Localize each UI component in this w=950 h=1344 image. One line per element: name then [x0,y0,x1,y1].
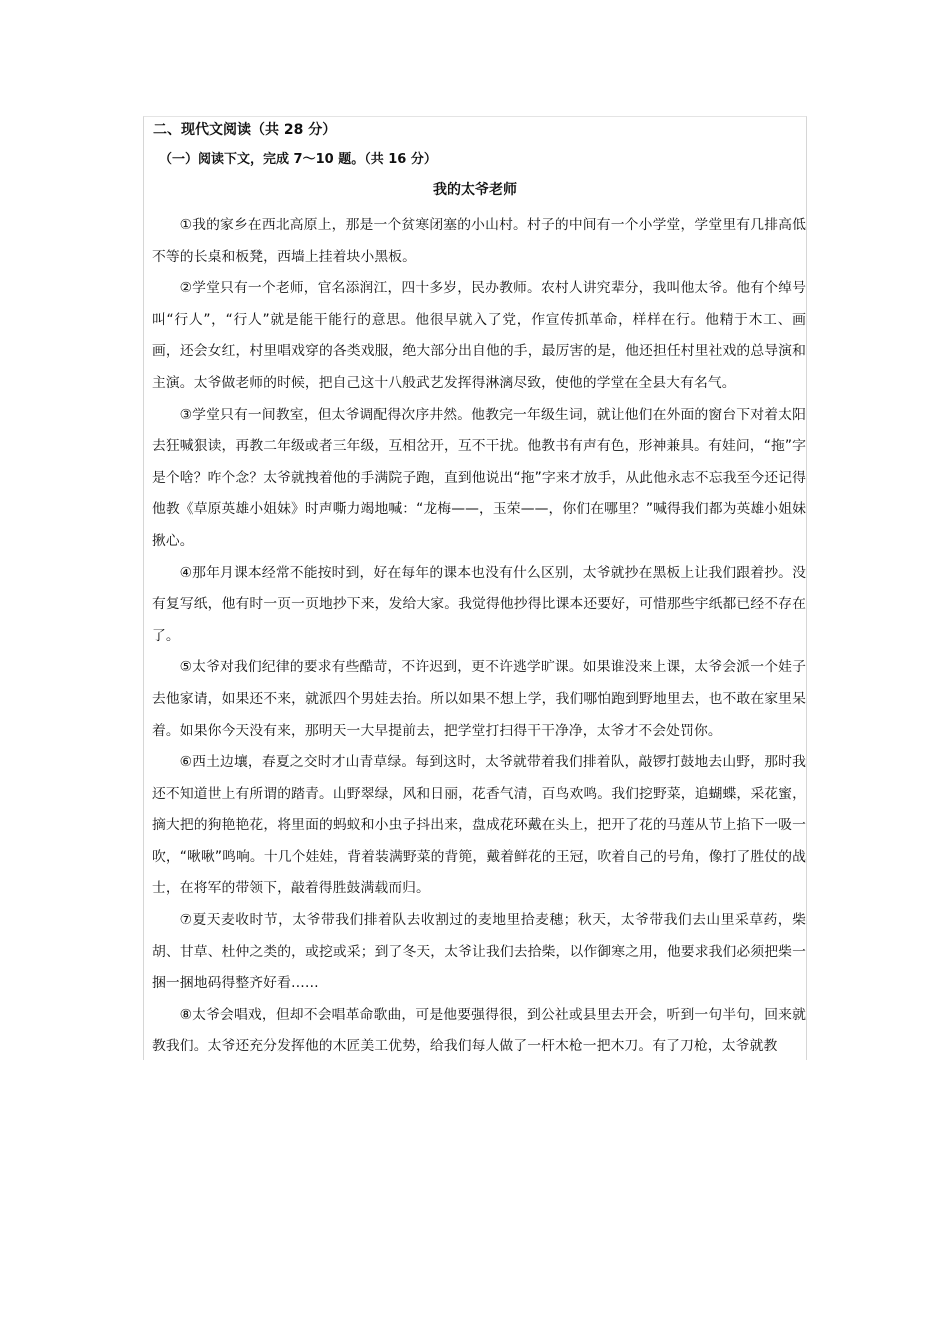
paragraph-8: ⑧太爷会唱戏，但却不会唱革命歌曲，可是他要强得很，到公社或县里去开会，听到一句半句，回来就教我们。太爷还充分发挥他的木匠美工优势，给我们每人做了一杆木枪一把木刀。有了刀枪，太爷就教 [152,1006,806,1055]
sub-title: （一）阅读下文，完成 7～10 题。（共 16 分） [159,152,437,167]
paragraph-6: ⑥西土边壤，春夏之交时才山青草绿。每到这时，太爷就带着我们排着队，敲锣打鼓地去山野，那时我还不知道世上有所谓的踏青。山野翠绿，风和日丽，花香气清，百鸟欢鸣。我们挖野菜，追蝴蝶，采花蜜，摘大把的狗艳艳花，将里面的蚂蚁和小虫子抖出来，盘成花环戴在头上，把开了花的马莲从节上掐下一吸一吹，“啾啾”鸣响。十几个娃娃，背着装满野菜的背篼，戴着鲜花的王冠，吹着自己的号角，像打了胜仗的战士，在将军的带领下，敲着得胜鼓满载而归。 [152,754,806,897]
section-title: 二、现代文阅读（共 28 分） [153,122,337,138]
paragraph-3: ③学堂只有一间教室，但太爷调配得次序井然。他教完一年级生词，就让他们在外面的窗台下对着太阳去狂喊狠读，再教二年级或者三年级，互相岔开，互不干扰。他教书有声有色，形神兼具。有娃问，“拖”字是个啥？咋个念？太爷就拽着他的手满院子跑，直到他说出“拖”字来才放手，从此他永志不忘我至今还记得他教《草原英雄小姐妹》时声嘶力竭地喊：“龙梅——，玉荣——，你们在哪里？”喊得我们都为英雄小姐妹揪心。 [152,406,806,549]
document-page [143,116,807,1060]
paragraph-1: ①我的家乡在西北高原上，那是一个贫寒闭塞的小山村。村子的中间有一个小学堂，学堂里有几排高低不等的长桌和板凳，西墙上挂着块小黑板。 [152,217,806,265]
paragraph-2: ②学堂只有一个老师，官名添润江，四十多岁，民办教师。农村人讲究辈分，我叫他太爷。他有个绰号叫“行人”，“行人”就是能干能行的意思。他很早就入了党，作宣传抓革命，样样在行。他精于木工、画画，还会女红，村里唱戏穿的各类戏服，绝大部分出自他的手，最厉害的是，他还担任村里社戏的总导演和主演。太爷做老师的时候，把自己这十八般武艺发挥得淋漓尽致，使他的学堂在全县大有名气。 [152,280,806,391]
paragraph-7: ⑦夏天麦收时节，太爷带我们排着队去收割过的麦地里拾麦穗；秋天，太爷带我们去山里采草药，柴胡、甘草、杜仲之类的，或挖或采；到了冬天，太爷让我们去拾柴，以作御寒之用，他要求我们必须把柴一捆一捆地码得整齐好看…… [152,912,806,992]
paragraph-4: ④那年月课本经常不能按时到，好在每年的课本也没有什么区别，太爷就抄在黑板上让我们跟着抄。没有复写纸，他有时一页一页地抄下来，发给大家。我觉得他抄得比课本还要好，可惜那些宇纸都已经不存在了。 [152,564,806,644]
article-title: 我的太爷老师 [433,182,517,198]
article-body [152,210,806,1063]
paragraph-5: ⑤太爷对我们纪律的要求有些酷苛，不许迟到，更不许逃学旷课。如果谁没来上课，太爷会派一个娃子去他家请，如果还不来，就派四个男娃去抬。所以如果不想上学，我们哪怕跑到野地里去，也不敢在家里呆着。如果你今天没有来，那明天一大早提前去，把学堂打扫得干干净净，太爷才不会处罚你。 [152,659,806,739]
